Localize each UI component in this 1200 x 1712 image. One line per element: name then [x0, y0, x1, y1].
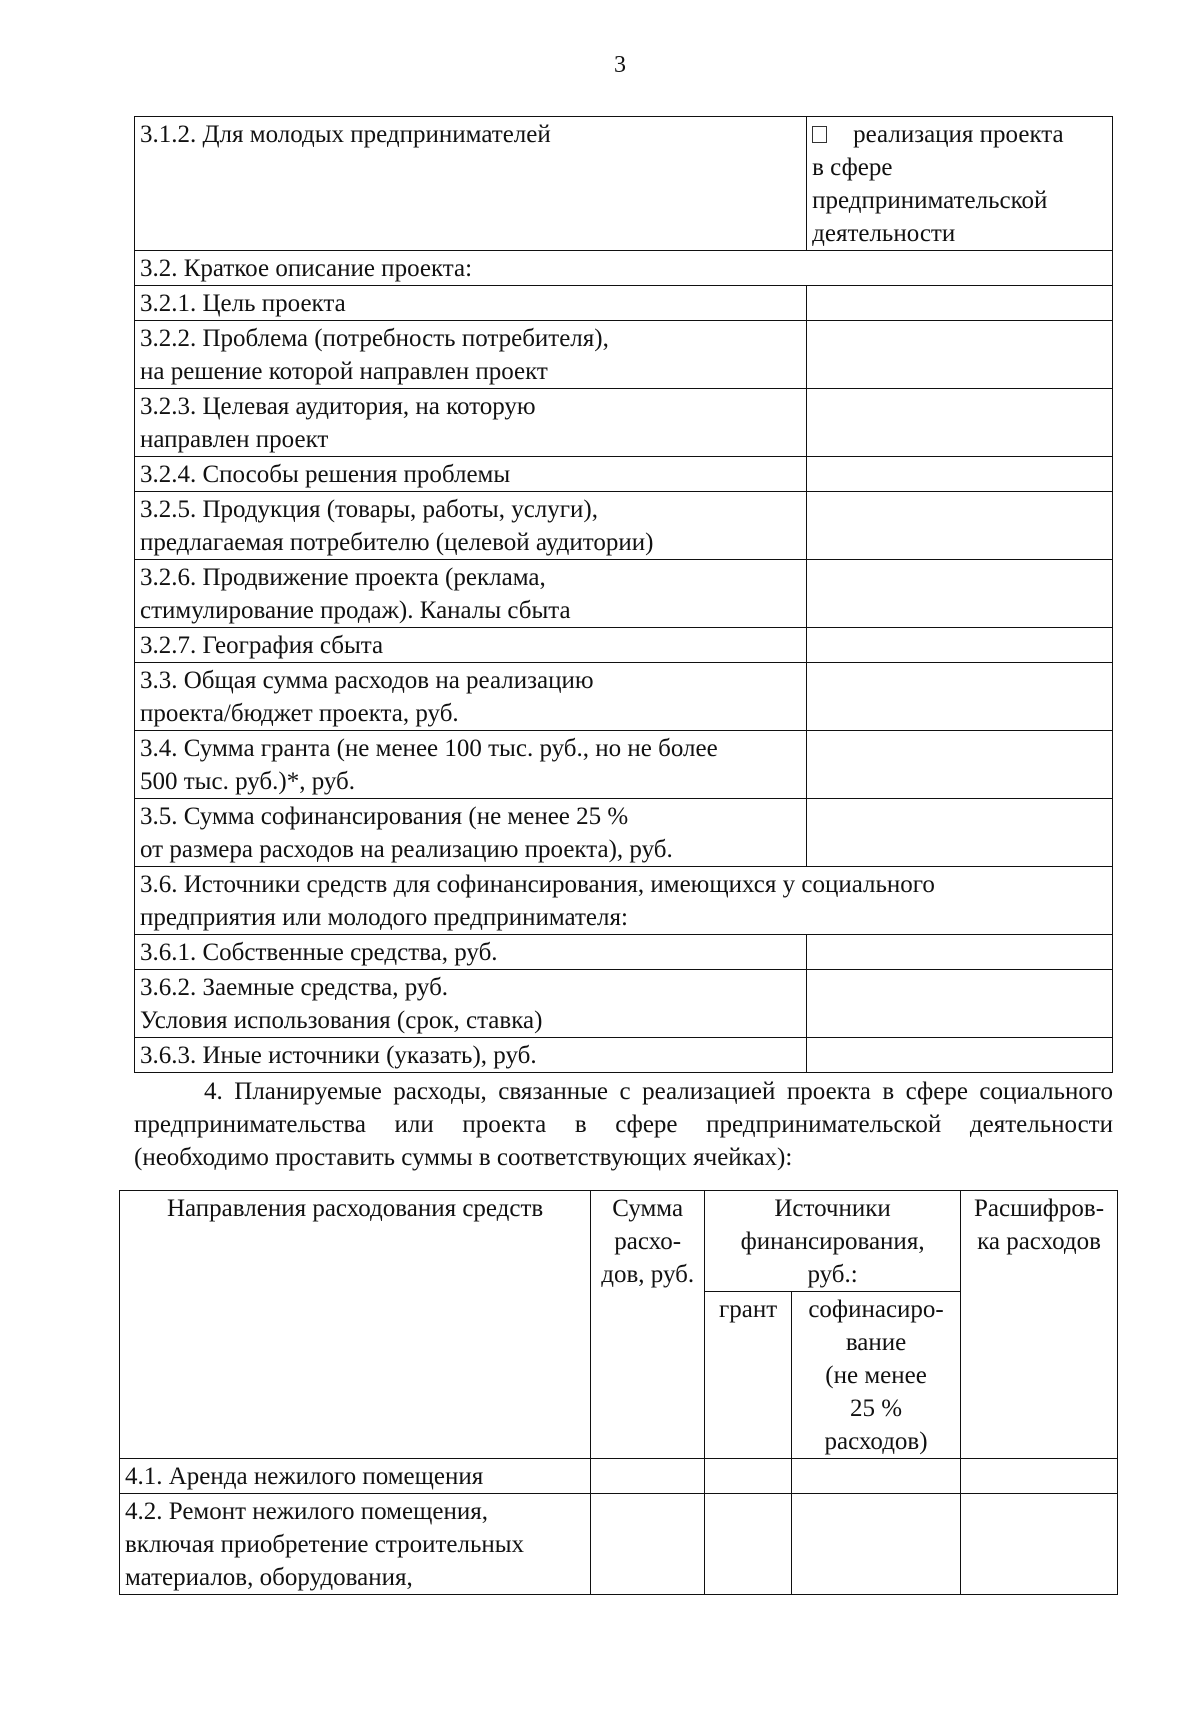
table-row	[120, 1459, 1118, 1494]
header-line: Сумма	[612, 1195, 684, 1222]
label-line: материалов, оборудования,	[125, 1564, 413, 1591]
table-row	[135, 286, 1113, 321]
table-row	[135, 321, 1113, 389]
row-label: 3.2.3. Целевая аудитория, на которую направлен проект	[135, 389, 807, 457]
header-line: Расшифров-	[973, 1195, 1105, 1222]
value-cell[interactable]	[807, 628, 1113, 663]
label-line: 3.3. Общая сумма расходов на реализацию	[140, 667, 594, 694]
header-sources	[705, 1191, 961, 1292]
label-line: от размера расходов на реализацию проекта), руб.	[140, 836, 673, 863]
label-line: 3.2.2. Проблема (потребность потребителя),	[140, 325, 609, 352]
row-label: 3.2.7. География сбыта	[135, 628, 807, 663]
label-line: предприятия или молодого предпринимателя:	[140, 904, 628, 931]
row-label: 3.2.1. Цель проекта	[135, 286, 807, 321]
page-number: 3	[614, 52, 626, 78]
value-cell[interactable]	[807, 799, 1113, 867]
row-label	[135, 731, 807, 799]
value-cell[interactable]	[591, 1459, 705, 1494]
table-row	[135, 731, 1113, 799]
project-description-table	[134, 116, 1113, 1073]
row-label	[135, 970, 807, 1038]
label-line: предлагаемая потребителю (целевой аудитории)	[140, 529, 654, 556]
row-label	[135, 321, 807, 389]
label-line: на решение которой направлен проект	[140, 358, 548, 385]
label-line: 3.6.2. Заемные средства, руб.	[140, 974, 449, 1001]
label-line: 4.2. Ремонт нежилого помещения,	[125, 1498, 488, 1525]
row-label	[135, 492, 807, 560]
value-cell[interactable]	[807, 731, 1113, 799]
planned-expenses-table	[119, 1190, 1118, 1595]
row-label: 3.1.2. Для молодых предпринимателей	[135, 117, 807, 251]
label-line: 3.2.6. Продвижение проекта (реклама,	[140, 564, 546, 591]
header-line: ка расходов	[977, 1228, 1101, 1255]
value-cell[interactable]	[807, 286, 1113, 321]
value-cell[interactable]	[807, 389, 1113, 457]
option-first-line: реализация проекта	[853, 121, 1064, 148]
value-cell[interactable]	[807, 560, 1113, 628]
section-heading	[135, 867, 1113, 935]
table-row	[135, 560, 1113, 628]
table-row	[135, 117, 1113, 251]
header-line: руб.:	[807, 1261, 858, 1288]
header-line: (не менее	[825, 1362, 927, 1389]
header-sum	[591, 1191, 705, 1459]
label-line: 500 тыс. руб.)*, руб.	[140, 768, 356, 795]
table-row	[135, 251, 1113, 286]
table-row	[135, 663, 1113, 731]
value-cell[interactable]	[807, 321, 1113, 389]
header-line: расхо-	[614, 1228, 682, 1255]
value-cell[interactable]	[807, 492, 1113, 560]
header-row	[120, 1191, 1118, 1292]
row-label: 4.1. Аренда нежилого помещения	[120, 1459, 591, 1494]
table-row	[135, 1038, 1113, 1073]
label-line: включая приобретение строительных	[125, 1531, 525, 1558]
row-label	[135, 663, 807, 731]
value-cell[interactable]	[807, 457, 1113, 492]
value-cell[interactable]	[705, 1494, 792, 1595]
header-grant: грант	[705, 1292, 792, 1459]
header-line: софинасиро-	[808, 1296, 944, 1323]
row-label: 3.6.1. Собственные средства, руб.	[135, 935, 807, 970]
label-line: Условия использования (срок, ставка)	[140, 1007, 543, 1034]
header-line: финансирования,	[740, 1228, 925, 1255]
table-row	[120, 1494, 1118, 1595]
table-row	[135, 867, 1113, 935]
section-4-paragraph	[134, 1075, 1113, 1174]
row-label	[120, 1494, 591, 1595]
table-row	[135, 799, 1113, 867]
label-line: стимулирование продаж). Каналы сбыта	[140, 597, 571, 624]
value-cell[interactable]	[591, 1494, 705, 1595]
value-cell[interactable]	[961, 1459, 1118, 1494]
label-line: проекта/бюджет проекта, руб.	[140, 700, 459, 727]
label-line: 3.5. Сумма софинансирования (не менее 25 %	[140, 803, 629, 830]
value-cell[interactable]	[807, 935, 1113, 970]
header-cofinancing	[792, 1292, 961, 1459]
label-line: 3.4. Сумма гранта (не менее 100 тыс. руб., но не более	[140, 735, 718, 762]
option-rest: в сфере предпринимательской деятельности	[812, 154, 1048, 247]
table-row	[135, 935, 1113, 970]
table-row	[135, 492, 1113, 560]
label-line: 3.6. Источники средств для софинансирования, имеющихся у социального	[140, 871, 935, 898]
row-label	[135, 560, 807, 628]
table-row	[135, 970, 1113, 1038]
header-line: дов, руб.	[601, 1261, 695, 1288]
row-label: 3.2.4. Способы решения проблемы	[135, 457, 807, 492]
value-cell[interactable]	[705, 1459, 792, 1494]
project-type-option	[807, 117, 1113, 251]
header-breakdown	[961, 1191, 1118, 1459]
section-heading: 3.2. Краткое описание проекта:	[135, 251, 1113, 286]
section-4-text: 4. Планируемые расходы, связанные с реализацией проекта в сфере социального предпринимательства или проекта в сфере предпринимательской деятельности (необходимо проставить суммы в соответствующих ячейках):	[134, 1078, 1113, 1171]
row-label	[135, 799, 807, 867]
label-line: 3.2.5. Продукция (товары, работы, услуги),	[140, 496, 598, 523]
table-row	[135, 389, 1113, 457]
header-line: 25 %	[850, 1395, 903, 1422]
header-line: Источники	[774, 1195, 891, 1222]
value-cell[interactable]	[792, 1459, 961, 1494]
checkbox-icon[interactable]	[812, 126, 827, 143]
value-cell[interactable]	[961, 1494, 1118, 1595]
header-direction: Направления расходования средств	[120, 1191, 591, 1459]
value-cell[interactable]	[792, 1494, 961, 1595]
table-row	[135, 628, 1113, 663]
value-cell[interactable]	[807, 970, 1113, 1038]
header-line: расходов)	[824, 1428, 928, 1455]
header-line: вание	[845, 1329, 907, 1356]
row-label: 3.6.3. Иные источники (указать), руб.	[135, 1038, 807, 1073]
value-cell[interactable]	[807, 663, 1113, 731]
table-row	[135, 457, 1113, 492]
value-cell[interactable]	[807, 1038, 1113, 1073]
